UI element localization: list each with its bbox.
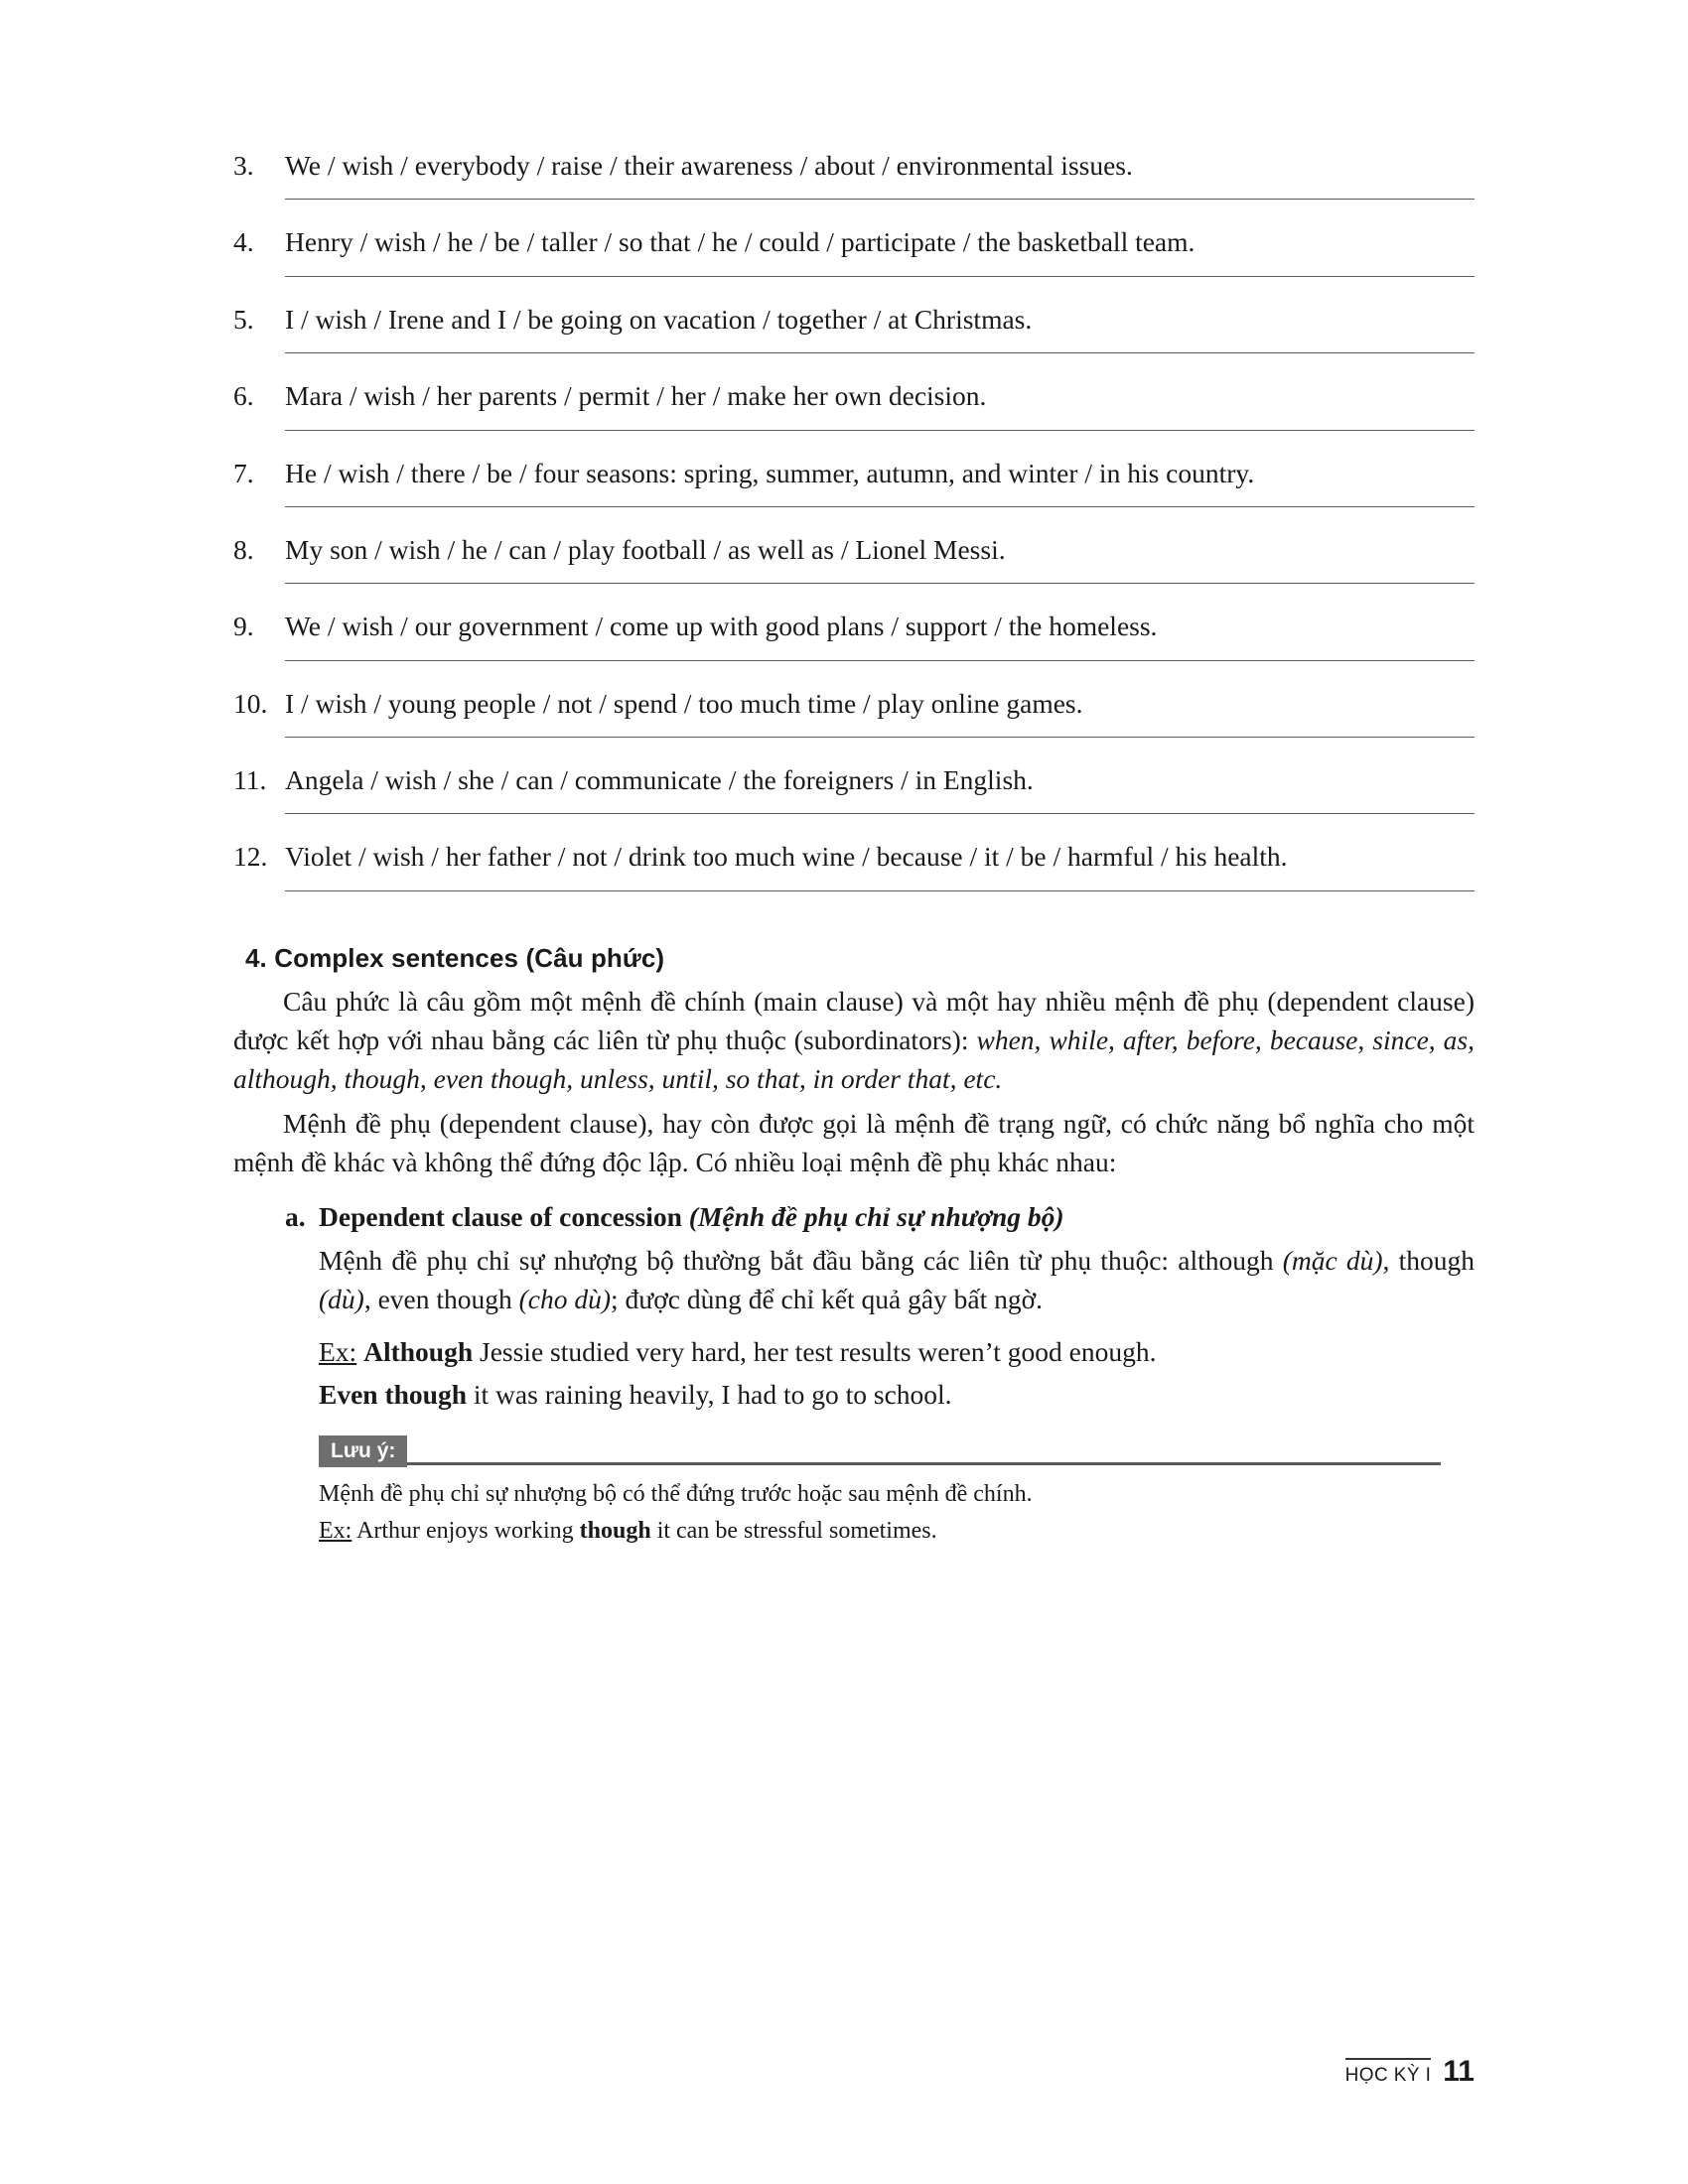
paragraph-1-subordinators: when, while, after, before, because, since, as, although, though, even though, unless, until, so that, in order that, etc. <box>233 1024 1475 1094</box>
subsection-letter: a. <box>285 1200 306 1232</box>
section-heading: 4. Complex sentences (Câu phức) <box>245 942 665 973</box>
subsection-title-vietnamese: (Mệnh đề phụ chỉ sự nhượng bộ) <box>688 1200 1064 1232</box>
example-1-text: Jessie studied very hard, her test results weren’t good enough. <box>473 1336 1157 1368</box>
item-text: My son / wish / he / can / play football / as well as / Lionel Messi. <box>285 533 1006 565</box>
explanation-part-3: , even though <box>363 1284 519 1315</box>
example-line-1 <box>319 1332 1475 1371</box>
answer-line[interactable] <box>285 660 1475 661</box>
answer-line[interactable] <box>285 506 1475 507</box>
item-text: I / wish / young people / not / spend / too much time / play online games. <box>285 687 1083 719</box>
note-example-label: Ex: <box>319 1517 352 1544</box>
item-text: Angela / wish / she / can / communicate / the foreigners / in English. <box>285 764 1034 795</box>
note-example <box>319 1514 1441 1549</box>
subsection-a-body <box>319 1241 1475 1414</box>
section-paragraph-1 <box>233 982 1475 1098</box>
answer-line[interactable] <box>285 199 1475 200</box>
example-2-keyword: Even though <box>319 1379 468 1411</box>
footer-label: HỌC KỲ I <box>1345 2058 1432 2087</box>
note-badge: Lưu ý: <box>319 1435 407 1467</box>
exercise-list <box>233 149 1475 891</box>
item-text: Henry / wish / he / be / taller / so that / he / could / participate / the basketball team. <box>285 226 1196 258</box>
answer-line[interactable] <box>285 352 1475 353</box>
concession-explanation <box>319 1241 1475 1318</box>
note-example-keyword: though <box>579 1517 651 1544</box>
item-number: 11. <box>233 764 267 795</box>
list-item <box>233 763 1475 814</box>
item-number: 8. <box>233 533 254 565</box>
item-number: 6. <box>233 380 254 412</box>
subsection-a-heading <box>285 1201 1475 1233</box>
note-example-pre: Arthur enjoys working <box>352 1517 580 1544</box>
example-label: Ex: <box>319 1336 357 1368</box>
item-number: 9. <box>233 611 254 642</box>
gloss-cho-du: (cho dù) <box>518 1284 612 1315</box>
explanation-part-2: , though <box>1382 1244 1475 1276</box>
item-number: 5. <box>233 303 254 335</box>
list-item <box>233 457 1475 507</box>
list-item <box>233 149 1475 200</box>
item-number: 7. <box>233 457 254 488</box>
item-text: Violet / wish / her father / not / drink too much wine / because / it / be / harmful / his health. <box>285 841 1288 873</box>
item-number: 3. <box>233 150 254 181</box>
subsection-title: Dependent clause of concession <box>319 1200 689 1232</box>
answer-line[interactable] <box>285 276 1475 277</box>
item-text: Mara / wish / her parents / permit / her / make her own decision. <box>285 380 987 412</box>
note-line-1: Mệnh đề phụ chỉ sự nhượng bộ có thể đứng trước hoặc sau mệnh đề chính. <box>319 1481 1033 1508</box>
answer-line[interactable] <box>285 430 1475 431</box>
example-1-keyword: Although <box>363 1336 474 1368</box>
note-content <box>319 1477 1441 1549</box>
note-example-post: it can be stressful sometimes. <box>650 1517 937 1544</box>
answer-line[interactable] <box>285 737 1475 738</box>
item-text: We / wish / our government / come up with good plans / support / the homeless. <box>285 611 1158 642</box>
item-number: 10. <box>233 687 268 719</box>
explanation-part-1: Mệnh đề phụ chỉ sự nhượng bộ thường bắt đầu bằng các liên từ phụ thuộc: although <box>319 1244 1283 1276</box>
explanation-part-4: ; được dùng để chỉ kết quả gây bất ngờ. <box>611 1284 1044 1315</box>
list-item <box>233 840 1475 890</box>
item-text: I / wish / Irene and I / be going on vacation / together / at Christmas. <box>285 303 1033 335</box>
paragraph-1-text: Câu phức là câu gồm một mệnh đề chính (main clause) và một hay nhiều mệnh đề phụ (dependent clause) được kết hợp với nhau bằng các liên từ phụ thuộc (subordinators): <box>233 985 1475 1055</box>
page-footer <box>1345 2055 1475 2089</box>
item-number: 4. <box>233 226 254 258</box>
section-paragraph-2: Mệnh đề phụ (dependent clause), hay còn được gọi là mệnh đề trạng ngữ, có chức năng bổ nghĩa cho một mệnh đề khác và không thể đứng độc lập. Có nhiều loại mệnh đề phụ khác nhau: <box>233 1107 1475 1177</box>
list-item <box>233 303 1475 353</box>
item-text: He / wish / there / be / four seasons: spring, summer, autumn, and winter / in his country. <box>285 457 1255 488</box>
list-item <box>233 533 1475 584</box>
list-item <box>233 610 1475 660</box>
example-2-text: it was raining heavily, I had to go to school. <box>467 1379 952 1411</box>
list-item <box>233 225 1475 276</box>
list-item <box>233 687 1475 738</box>
list-item <box>233 379 1475 430</box>
note-divider <box>407 1462 1441 1465</box>
item-number: 12. <box>233 841 268 873</box>
example-line-2 <box>319 1375 1475 1414</box>
note-box <box>319 1435 1441 1549</box>
answer-line[interactable] <box>285 890 1475 891</box>
answer-line[interactable] <box>285 813 1475 814</box>
note-header <box>319 1435 1441 1467</box>
page-number: 11 <box>1443 2055 1475 2088</box>
gloss-mac-du: (mặc dù) <box>1282 1244 1383 1276</box>
gloss-du: (dù) <box>319 1284 364 1315</box>
answer-line[interactable] <box>285 583 1475 584</box>
item-text: We / wish / everybody / raise / their awareness / about / environmental issues. <box>285 150 1133 181</box>
